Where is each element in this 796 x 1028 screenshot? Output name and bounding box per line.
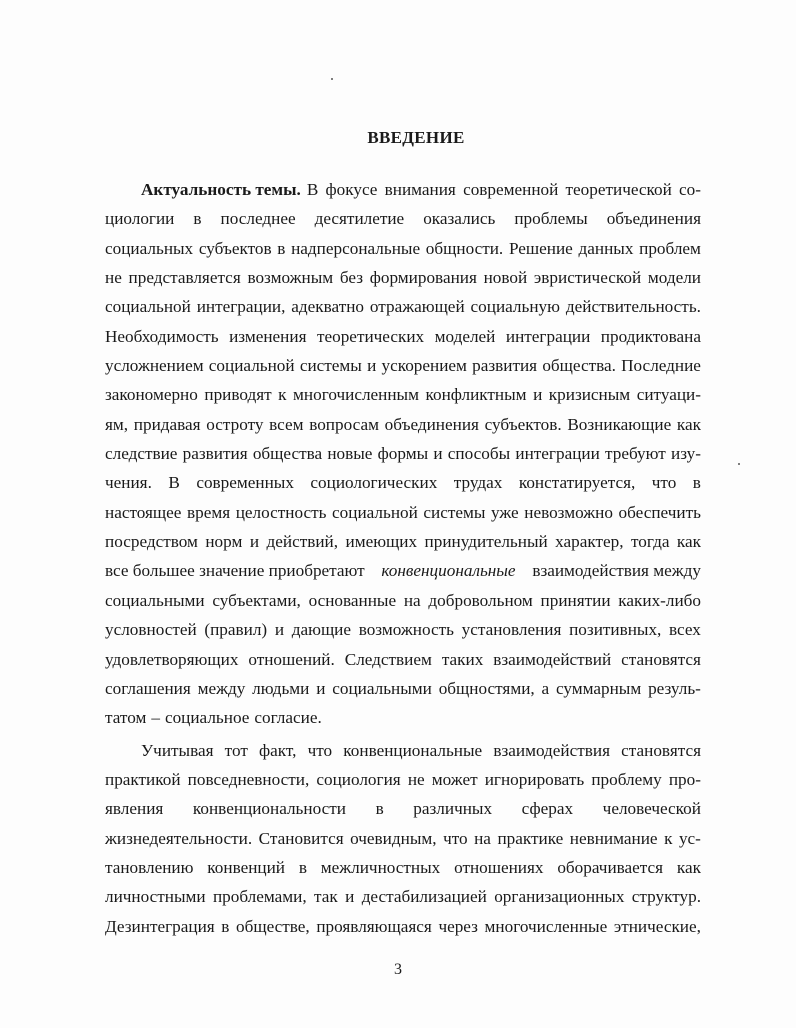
text-line: настоящее время целостность социальной системы уже невозможно обеспечить (105, 502, 701, 522)
text-line: соглашения между людьми и социальными общностями, а суммарным резуль- (105, 678, 701, 698)
line-part: взаимодействия между (532, 561, 701, 581)
scan-speck (738, 463, 740, 465)
text-line: тановлению конвенций в межличностных отношениях оборачивается как (105, 857, 701, 877)
text-line: ям, придавая остроту всем вопросам объединения субъектов. Возникающие как (105, 414, 701, 434)
scan-speck (331, 78, 333, 80)
italic-term: конвенциональные (381, 561, 516, 581)
text-line: татом – социальное согласие. (105, 708, 322, 728)
line-tail: В фокусе внимания современной теоретической со- (306, 180, 701, 199)
page-number: 3 (394, 961, 402, 978)
text-line: личностными проблемами, так и дестабилизацией организационных структур. (105, 887, 701, 907)
section-heading: ВВЕДЕНИЕ (367, 128, 465, 147)
text-line: жизнедеятельности. Становится очевидным, что на практике невнимание к ус- (105, 828, 701, 848)
line-part: все большее значение приобретают (105, 561, 365, 581)
text-line: условностей (правил) и дающие возможность установления позитивных, всех (105, 620, 701, 640)
text-line: социальной интеграции, адекватно отражающей социальную действительность. (105, 297, 701, 317)
text-line: Необходимость изменения теоретических моделей интеграции продиктована (105, 326, 701, 346)
text-line: не представляется возможным без формирования новой эвристической модели (105, 268, 701, 288)
text-line: социальных субъектов в надперсональные общности. Решение данных проблем (105, 238, 701, 258)
text-line: закономерно приводят к многочисленным конфликтным и кризисным ситуаци- (105, 385, 701, 405)
text-line: практикой повседневности, социология не может игнорировать проблему про- (105, 769, 701, 789)
text-line: циологии в последнее десятилетие оказались проблемы объединения (105, 209, 701, 229)
text-line: усложнением социальной системы и ускорением развития общества. Последние (105, 356, 701, 376)
text-line: Дезинтеграция в обществе, проявляющаяся через многочисленные этнические, (105, 916, 701, 936)
text-line: явления конвенциональности в различных сферах человеческой (105, 799, 701, 819)
text-line: социальными субъектами, основанные на добровольном принятии каких-либо (105, 590, 701, 610)
text-line: посредством норм и действий, имеющих принудительный характер, тогда как (105, 532, 701, 552)
text-line: удовлетворяющих отношений. Следствием таких взаимодействий становятся (105, 649, 701, 669)
body-text (105, 175, 701, 941)
text-line (105, 175, 701, 204)
text-line (105, 556, 701, 585)
lead-phrase: Актуальность темы. (141, 180, 301, 199)
text-line: следствие развития общества новые формы и способы интеграции требуют изу- (105, 444, 701, 464)
text-line: Учитывая тот факт, что конвенциональные взаимодействия становятся (141, 740, 701, 760)
text-line: чения. В современных социологических трудах констатируется, что в (105, 473, 701, 493)
